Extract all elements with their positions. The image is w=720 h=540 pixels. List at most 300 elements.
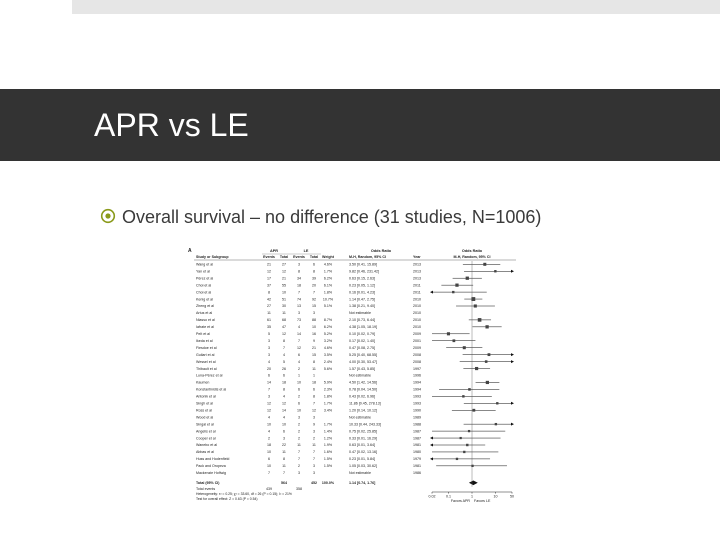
- total2-value: 11: [312, 443, 316, 448]
- weight-value: 8.7%: [323, 318, 333, 323]
- total1-value: 8: [283, 338, 285, 343]
- heterogeneity-text: Heterogeneity: τ² = 0.25; χ² = 33.60, df = 26 (P = 0.15); I² = 21%: [196, 492, 292, 496]
- year-value: 1986: [413, 471, 421, 475]
- year-value: 2011: [413, 283, 421, 288]
- events1-value: 4: [268, 359, 270, 364]
- or-ci-value: 1.38 [0.21, 9.40]: [349, 304, 375, 309]
- point-estimate: [463, 346, 466, 349]
- year-value: 2009: [413, 345, 421, 350]
- weight-value: 2.4%: [323, 359, 333, 364]
- year-value: 2010: [413, 318, 421, 323]
- point-estimate: [495, 423, 497, 425]
- weight-value: 1.7%: [323, 422, 333, 427]
- point-estimate: [485, 360, 488, 363]
- or-ci-value: 4.50 [1.42, 14.56]: [349, 380, 377, 385]
- events1-value: 5: [268, 332, 270, 336]
- weight-value: 5.2%: [323, 332, 333, 336]
- point-estimate: [460, 437, 462, 439]
- or-ci-value: 0.23 [0.05, 1.12]: [349, 283, 375, 288]
- total-events2: 358: [296, 487, 302, 491]
- total1-value: 4: [283, 415, 285, 420]
- weight-value: 1.4%: [323, 429, 333, 434]
- total2-value: 7: [313, 401, 315, 406]
- or-ci-value: 10.33 [0.44, 243.33]: [349, 422, 381, 427]
- year-value: 1988: [413, 422, 421, 427]
- point-estimate: [447, 332, 450, 335]
- total2-value: 15: [312, 352, 316, 357]
- total1-value: 4: [283, 394, 285, 399]
- study-name: Angelis et al: [196, 429, 216, 434]
- events2-value: 2: [298, 429, 300, 434]
- study-name: Niasso et al: [196, 318, 215, 323]
- total2-value: 7: [313, 290, 315, 295]
- events1-value: 17: [267, 276, 271, 281]
- events2-value: 11: [297, 443, 301, 448]
- total1-value: 10: [282, 422, 286, 427]
- or-ci-value: 1.05 [0.03, 30.62]: [349, 464, 377, 469]
- study-name: Luna-Pérez et al: [196, 373, 223, 378]
- events2-header: Events: [293, 255, 305, 259]
- year-value: 2001: [413, 338, 421, 343]
- total2-value: 3: [313, 464, 315, 469]
- top-strip: [72, 0, 720, 14]
- total1-value: 4: [283, 352, 285, 357]
- total-weight: 100.0%: [321, 481, 335, 485]
- events1-value: 14: [267, 380, 271, 385]
- weight-value: 1.5%: [323, 464, 333, 469]
- or-ci-value: 0.33 [0.01, 16.29]: [349, 436, 377, 441]
- total2-header: Total: [309, 255, 319, 259]
- events2-value: 73: [297, 318, 301, 323]
- total1-value: 27: [282, 262, 286, 267]
- events2-value: 2: [298, 464, 300, 469]
- study-name: Pérez et al: [196, 276, 214, 281]
- x-tick-label: 50: [510, 494, 514, 499]
- study-name: Abbas et al: [196, 450, 214, 455]
- total1-value: 18: [282, 380, 286, 385]
- events2-value: 13: [297, 304, 301, 309]
- events2-value: 7: [298, 290, 300, 295]
- events2-value: 74: [297, 297, 301, 302]
- year-value: 1987: [413, 436, 421, 441]
- weight-value: 6.1%: [323, 283, 333, 288]
- weight-value: 1.2%: [323, 436, 333, 441]
- events2-value: 10: [297, 408, 301, 413]
- point-estimate: [471, 465, 473, 467]
- point-estimate: [478, 318, 482, 322]
- events1-value: 2: [268, 436, 270, 441]
- total-events-label: Total events: [196, 487, 216, 491]
- events2-value: 8: [298, 269, 300, 274]
- year-value: 2008: [413, 359, 421, 364]
- point-estimate: [494, 270, 496, 272]
- events1-value: 6: [268, 373, 270, 378]
- study-header: Study or Subgroup: [196, 255, 229, 259]
- ci-arrow: [430, 444, 433, 447]
- study-name: Singal et al: [196, 422, 214, 427]
- events2-value: 2: [298, 422, 300, 427]
- events1-value: 7: [268, 471, 270, 475]
- events1-value: 12: [267, 401, 271, 406]
- events2-value: 7: [298, 457, 300, 462]
- or-ci-value: 0.63 [0.15, 2.63]: [349, 276, 375, 281]
- or-ci-value: Not estimable: [349, 311, 371, 316]
- weight-value: 1.6%: [323, 450, 333, 455]
- weight-value: 5.9%: [323, 380, 333, 385]
- total1-value: 11: [282, 450, 286, 455]
- or-ci-value: 9.82 [0.46, 231.42]: [349, 269, 379, 274]
- events1-value: 12: [267, 269, 271, 274]
- weight-value: 1.9%: [323, 443, 333, 448]
- slide-title: APR vs LE: [94, 107, 249, 143]
- total1-value: 3: [283, 436, 285, 441]
- events2-value: 4: [298, 359, 300, 364]
- events2-value: 14: [297, 332, 301, 336]
- events1-value: 3: [268, 394, 270, 399]
- or-ci-value: Not estimable: [349, 415, 371, 420]
- total1-value: 51: [282, 297, 286, 302]
- events1-value: 11: [267, 311, 271, 316]
- or-ci-value: 1.14 [0.47, 2.75]: [349, 297, 375, 302]
- study-name: Mackenzie Hoflwig: [196, 471, 226, 475]
- total2-value: 39: [312, 276, 316, 281]
- or-ci-value: 0.75 [0.02, 25.85]: [349, 429, 377, 434]
- weight-value: 3.4%: [323, 408, 333, 413]
- events1-header: Events: [263, 255, 275, 259]
- total2-value: 10: [312, 325, 316, 330]
- study-name: Huss and Hodenfield: [196, 457, 230, 462]
- study-name: Artus et al: [196, 311, 213, 316]
- total1-value: 30: [282, 304, 286, 309]
- or-ci-value: 4.38 [1.05, 18.19]: [349, 325, 377, 330]
- total-ci: 1.14 [0.74, 1.76]: [349, 481, 376, 485]
- or-ci-value: 1.20 [0.14, 10.12]: [349, 408, 377, 413]
- study-name: Kenig et al: [196, 297, 213, 302]
- ci-arrow: [430, 291, 433, 294]
- events1-value: 18: [267, 443, 271, 448]
- year-value: 2008: [413, 352, 421, 357]
- total2-value: 3: [313, 471, 315, 475]
- weight-value: 4.6%: [323, 262, 333, 267]
- events1-value: 3: [268, 345, 270, 350]
- x-tick-label: 0.1: [445, 494, 451, 499]
- total2-value: 8: [313, 394, 315, 399]
- total-n1: 564: [281, 481, 287, 485]
- total-label: Total (95% CI): [196, 481, 220, 485]
- or-ci-value: 5.25 [0.40, 68.55]: [349, 352, 377, 357]
- ci-arrow: [430, 457, 433, 460]
- study-name: Ikeda et al: [196, 338, 213, 343]
- point-estimate: [452, 291, 454, 293]
- group2-header: LE: [303, 249, 309, 253]
- events2-value: 6: [298, 352, 300, 357]
- year-value: 1981: [413, 443, 421, 448]
- total1-value: 68: [282, 318, 286, 323]
- year-value: 1994: [413, 380, 421, 385]
- year-value: 2010: [413, 297, 421, 302]
- events2-value: 3: [298, 471, 300, 475]
- point-estimate: [462, 395, 464, 397]
- or-ci-value: 0.17 [0.02, 1.40]: [349, 338, 375, 343]
- events1-value: 4: [268, 429, 270, 434]
- total1-value: 12: [282, 401, 286, 406]
- events2-value: 3: [298, 262, 300, 267]
- total1-value: 22: [282, 443, 286, 448]
- bullet-text: Overall survival – no difference (31 studies, N=1006): [122, 207, 542, 227]
- or-ci-value: 3.50 [0.41, 15.89]: [349, 262, 377, 267]
- events1-value: 10: [267, 422, 271, 427]
- total2-value: 15: [312, 304, 316, 309]
- events1-value: 35: [267, 325, 271, 330]
- total2-value: 18: [312, 380, 316, 385]
- year-value: 1993: [413, 394, 421, 399]
- events1-value: 10: [267, 450, 271, 455]
- events2-value: 6: [298, 387, 300, 392]
- weight-value: 1.7%: [323, 401, 333, 406]
- events1-value: 4: [268, 415, 270, 420]
- group1-header: APR: [269, 249, 279, 253]
- total2-value: 3: [313, 429, 315, 434]
- events1-value: 21: [267, 262, 271, 267]
- total1-value: 8: [283, 387, 285, 392]
- or-sub-header: M-H, Random, 95% CI: [349, 255, 386, 259]
- events2-value: 2: [298, 436, 300, 441]
- weight-value: 6.2%: [323, 276, 333, 281]
- point-estimate: [485, 325, 488, 328]
- study-name: Yan et al: [196, 269, 210, 274]
- or-ci-value: 0.47 [0.02, 13.16]: [349, 450, 377, 455]
- total2-value: 7: [313, 450, 315, 455]
- events2-value: 18: [297, 283, 301, 288]
- total2-value: 1: [313, 373, 315, 378]
- events1-value: 10: [267, 464, 271, 469]
- ci-arrow: [511, 360, 514, 363]
- total1-value: 6: [283, 373, 285, 378]
- ci-arrow: [511, 353, 514, 356]
- study-name: Singh et al: [196, 401, 213, 406]
- point-estimate: [466, 277, 469, 280]
- study-name: Choi et al: [196, 283, 212, 288]
- study-name: Cooper et al: [196, 436, 216, 441]
- plot-sub-header: M-H, Random, 95% CI: [453, 255, 491, 259]
- events1-value: 8: [268, 290, 270, 295]
- study-name: Kaumen: [196, 380, 210, 385]
- events1-value: 37: [267, 283, 271, 288]
- weight-value: 1.8%: [323, 394, 333, 399]
- weight-value: 5.6%: [323, 366, 333, 371]
- year-value: 2009: [413, 332, 421, 336]
- point-estimate: [483, 263, 486, 266]
- total2-value: 6: [313, 387, 315, 392]
- year-value: 1993: [413, 401, 421, 406]
- forest-plot: [186, 244, 520, 522]
- point-estimate: [468, 388, 471, 391]
- total1-value: 7: [283, 345, 285, 350]
- weight-value: 4.6%: [323, 345, 333, 350]
- weight-header: Weight: [322, 255, 334, 259]
- study-name: Wessel et al: [196, 359, 216, 364]
- total2-value: 16: [312, 332, 316, 336]
- events1-value: 7: [268, 387, 270, 392]
- or-ci-value: 0.10 [0.02, 0.79]: [349, 332, 375, 336]
- point-estimate: [474, 304, 477, 307]
- total1-value: 7: [283, 471, 285, 475]
- total1-value: 55: [282, 283, 286, 288]
- weight-value: 1.8%: [323, 290, 333, 295]
- total1-value: 11: [282, 464, 286, 469]
- total2-value: 12: [312, 408, 316, 413]
- point-estimate: [463, 451, 465, 453]
- study-name: Antonik et al: [196, 394, 216, 399]
- year-value: 1990: [413, 408, 421, 413]
- year-value: 2010: [413, 325, 421, 330]
- weight-value: 2.3%: [323, 387, 333, 392]
- year-value: 1997: [413, 366, 421, 371]
- weight-value: 5.1%: [323, 304, 333, 309]
- panel-label: A: [188, 248, 192, 254]
- target-bullet-icon: [100, 208, 116, 224]
- year-value: 2011: [413, 290, 421, 295]
- events2-value: 12: [297, 345, 301, 350]
- total1-value: 6: [283, 429, 285, 434]
- events2-value: 6: [298, 401, 300, 406]
- or-ci-value: 0.63 [0.01, 3.64]: [349, 443, 375, 448]
- or-ci-value: 0.23 [0.01, 5.84]: [349, 457, 375, 462]
- total1-value: 12: [282, 269, 286, 274]
- study-name: Wanebo et al: [196, 443, 218, 448]
- events1-value: 6: [268, 457, 270, 462]
- study-name: Iafrate et al: [196, 325, 214, 330]
- study-name: Pack and Oropeza: [196, 464, 226, 469]
- total2-value: 2: [313, 436, 315, 441]
- ci-arrow: [511, 423, 514, 426]
- year-value: 1989: [413, 415, 421, 420]
- study-name: Ross et al: [196, 408, 212, 413]
- year-value: 2010: [413, 304, 421, 309]
- study-name: Fiesdoe et al: [196, 345, 217, 350]
- total2-value: 6: [313, 262, 315, 267]
- events2-value: 3: [298, 415, 300, 420]
- total1-value: 14: [282, 408, 286, 413]
- events1-value: 61: [267, 318, 271, 323]
- study-name: Thibault et al: [196, 366, 217, 371]
- year-value: 2013: [413, 269, 421, 274]
- total2-value: 3: [313, 415, 315, 420]
- or-ci-value: Not estimable: [349, 373, 371, 378]
- study-name: Konstantinidis et al: [196, 387, 227, 392]
- point-estimate: [455, 284, 458, 287]
- point-estimate: [468, 430, 470, 432]
- total1-value: 12: [282, 332, 286, 336]
- total2-value: 20: [312, 283, 316, 288]
- point-estimate: [496, 402, 498, 404]
- or-ci-value: 0.47 [0.08, 2.75]: [349, 345, 375, 350]
- x-tick-label: 10: [493, 494, 498, 499]
- total-n2: 452: [311, 481, 317, 485]
- year-value: 1994: [413, 387, 421, 392]
- point-estimate: [486, 381, 489, 384]
- total1-value: 47: [282, 325, 286, 330]
- year-value: 1996: [413, 373, 421, 378]
- total1-value: 10: [282, 290, 286, 295]
- or-ci-value: 11.86 [0.45, 278.13]: [349, 401, 381, 406]
- year-value: 1980: [413, 450, 421, 455]
- forest-plot-svg: [186, 244, 520, 522]
- events2-value: 2: [298, 394, 300, 399]
- events1-value: 12: [267, 408, 271, 413]
- year-value: 2013: [413, 262, 421, 267]
- or-ci-value: 1.57 [0.43, 5.85]: [349, 366, 375, 371]
- weight-value: 6.2%: [323, 325, 333, 330]
- total2-value: 8: [313, 359, 315, 364]
- point-estimate: [472, 409, 475, 412]
- year-header: Year: [413, 255, 421, 259]
- total2-value: 8: [313, 269, 315, 274]
- total2-value: 9: [313, 338, 315, 343]
- point-estimate: [475, 367, 478, 370]
- total2-value: 11: [312, 366, 316, 371]
- total1-value: 26: [282, 366, 286, 371]
- favours-left-label: Favors APR: [450, 499, 470, 503]
- weight-value: 10.7%: [322, 297, 334, 302]
- total1-value: 21: [282, 276, 286, 281]
- year-value: 1987: [413, 429, 421, 434]
- or-ci-value: 2.10 [0.73, 6.44]: [349, 318, 375, 323]
- events1-value: 27: [267, 304, 271, 309]
- study-name: Wood et al: [196, 415, 214, 420]
- or-ci-value: 0.78 [0.04, 14.50]: [349, 387, 377, 392]
- x-tick-label: 0.02: [428, 494, 436, 499]
- plot-header: Odds Ratio: [461, 249, 483, 253]
- events2-value: 7: [298, 338, 300, 343]
- weight-value: 3.2%: [323, 338, 333, 343]
- total2-value: 21: [312, 345, 316, 350]
- or-ci-value: 0.16 [0.01, 4.23]: [349, 290, 375, 295]
- ci-arrow: [511, 402, 514, 405]
- total1-value: 11: [282, 311, 286, 316]
- events1-value: 42: [267, 297, 271, 302]
- title-bar: [0, 89, 720, 161]
- events2-value: 1: [298, 373, 300, 378]
- pooled-diamond: [469, 481, 478, 486]
- total2-value: 88: [312, 318, 316, 323]
- events2-value: 4: [298, 325, 300, 330]
- point-estimate: [456, 458, 458, 460]
- or-ci-value: 0.43 [0.02, 6.96]: [349, 394, 375, 399]
- point-estimate: [466, 444, 468, 446]
- favours-right-label: Favors LE: [474, 499, 491, 503]
- weight-value: 1.7%: [323, 269, 333, 274]
- events2-value: 2: [298, 366, 300, 371]
- ci-arrow: [430, 437, 433, 440]
- total2-value: 92: [312, 297, 316, 302]
- or-header: Odds Ratio: [370, 249, 392, 253]
- total1-header: Total: [279, 255, 289, 259]
- total-events1: 439: [266, 487, 272, 491]
- study-name: Guilart et al: [196, 352, 215, 357]
- events1-value: 3: [268, 338, 270, 343]
- events2-value: 3: [298, 311, 300, 316]
- overall-effect-text: Test for overall effect: Z = 0.63 (P = 0.54): [196, 497, 258, 501]
- total2-value: 9: [313, 422, 315, 427]
- point-estimate: [488, 353, 491, 356]
- or-ci-value: Not estimable: [349, 471, 371, 475]
- total2-value: 7: [313, 457, 315, 462]
- ci-arrow: [511, 270, 514, 273]
- events1-value: 3: [268, 352, 270, 357]
- events2-value: 10: [297, 380, 301, 385]
- point-estimate: [453, 339, 456, 342]
